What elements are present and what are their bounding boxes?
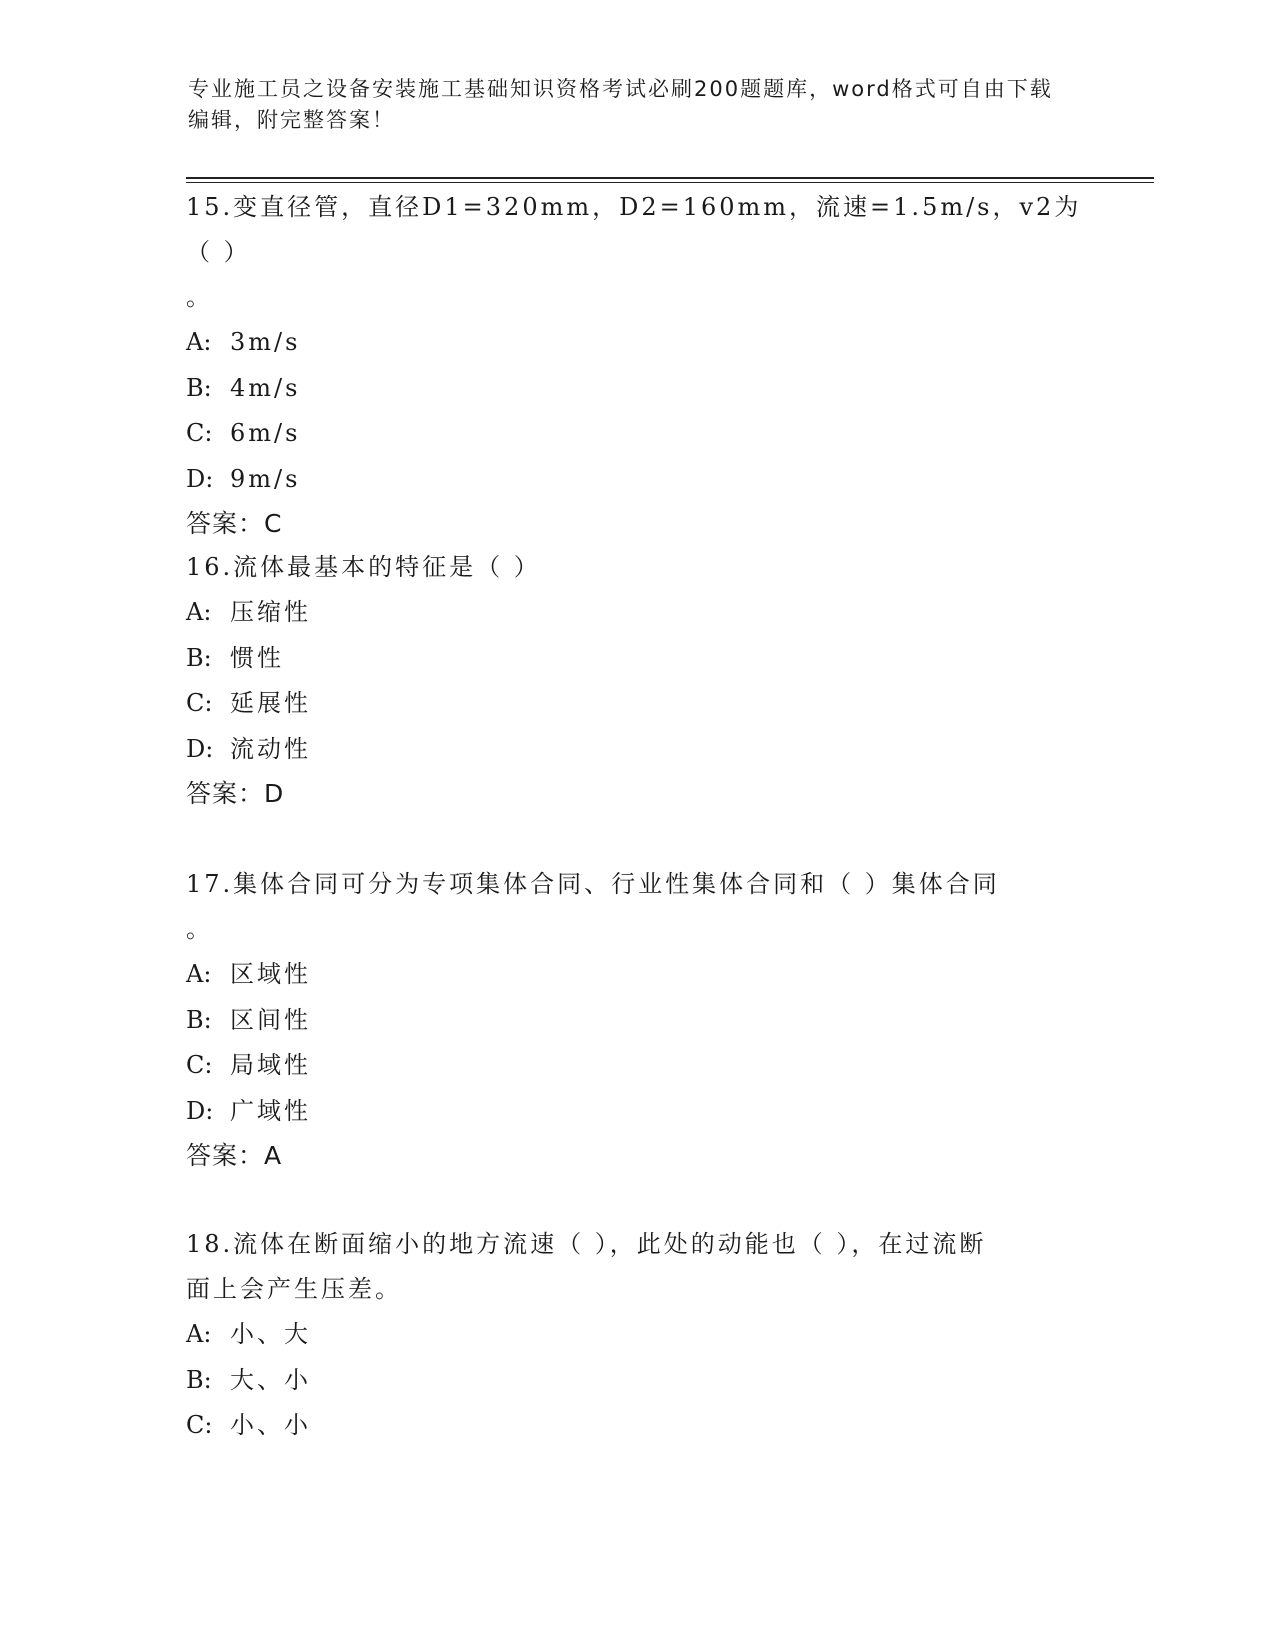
option-letter: D: xyxy=(186,1096,214,1125)
header-rule-thick xyxy=(186,177,1154,179)
option-b xyxy=(186,1358,1086,1404)
answer-line: 答案：A xyxy=(186,1141,283,1170)
option-c xyxy=(186,681,1086,727)
option-letter: B: xyxy=(186,643,212,672)
option-letter: C: xyxy=(186,1051,213,1079)
option-text: 6m/s xyxy=(230,419,301,447)
document-header: 专业施工员之设备安装施工基础知识资格考试必刷200题题库，word格式可自由下载编辑，附完整答案！ xyxy=(188,77,1053,132)
option-text: 广域性 xyxy=(230,1096,311,1125)
option-letter: D: xyxy=(186,734,214,763)
option-letter: A: xyxy=(186,598,212,626)
question-stem: 15.变直径管，直径D1=320mm，D2=160mm，流速=1.5m/s，v2为（ ） xyxy=(186,193,1082,266)
option-text: 小、小 xyxy=(230,1411,311,1439)
header-rule-thin xyxy=(186,182,1154,183)
option-text: 4m/s xyxy=(230,373,301,402)
option-letter: D: xyxy=(186,464,214,493)
option-letter: A: xyxy=(186,960,212,988)
option-d xyxy=(186,1089,1086,1135)
answer-line: 答案：C xyxy=(186,509,283,538)
option-a xyxy=(186,320,1086,366)
option-b xyxy=(186,366,1086,412)
answer-line: 答案：D xyxy=(186,779,285,808)
option-letter: A: xyxy=(186,328,212,356)
option-letter: C: xyxy=(186,1411,213,1439)
option-text: 大、小 xyxy=(230,1365,311,1394)
option-a xyxy=(186,952,1086,998)
option-d xyxy=(186,727,1086,773)
option-b xyxy=(186,998,1086,1044)
option-text: 延展性 xyxy=(230,689,311,717)
option-letter: B: xyxy=(186,1365,212,1394)
option-letter: C: xyxy=(186,689,213,717)
option-text: 流动性 xyxy=(230,734,311,763)
question-stem-continued: 。 xyxy=(186,283,213,311)
option-letter: A: xyxy=(186,1320,212,1348)
option-text: 区间性 xyxy=(230,1005,311,1034)
option-text: 9m/s xyxy=(230,464,301,493)
option-text: 惯性 xyxy=(230,643,284,672)
question-15 xyxy=(186,185,1086,546)
question-stem-continued: 。 xyxy=(186,915,213,943)
question-18 xyxy=(186,1222,1086,1449)
question-stem: 18.流体在断面缩小的地方流速（ ），此处的动能也（ ），在过流断 xyxy=(186,1230,987,1258)
option-letter: B: xyxy=(186,1005,212,1034)
question-17 xyxy=(186,862,1086,1178)
question-stem-continued: 面上会产生压差。 xyxy=(186,1275,402,1303)
option-letter: B: xyxy=(186,373,212,402)
option-text: 3m/s xyxy=(230,328,301,356)
option-a xyxy=(186,590,1086,636)
question-stem: 16.流体最基本的特征是（ ） xyxy=(186,553,541,581)
question-stem: 17.集体合同可分为专项集体合同、行业性集体合同和（ ）集体合同 xyxy=(186,870,1000,898)
option-a xyxy=(186,1312,1086,1358)
option-text: 区域性 xyxy=(230,960,311,988)
option-text: 压缩性 xyxy=(230,598,311,626)
option-text: 局域性 xyxy=(230,1051,311,1079)
option-text: 小、大 xyxy=(230,1320,311,1348)
option-b xyxy=(186,636,1086,682)
option-c xyxy=(186,1403,1086,1449)
option-c xyxy=(186,1043,1086,1089)
option-letter: C: xyxy=(186,419,213,447)
option-c xyxy=(186,411,1086,457)
question-16 xyxy=(186,545,1086,816)
option-d xyxy=(186,457,1086,503)
